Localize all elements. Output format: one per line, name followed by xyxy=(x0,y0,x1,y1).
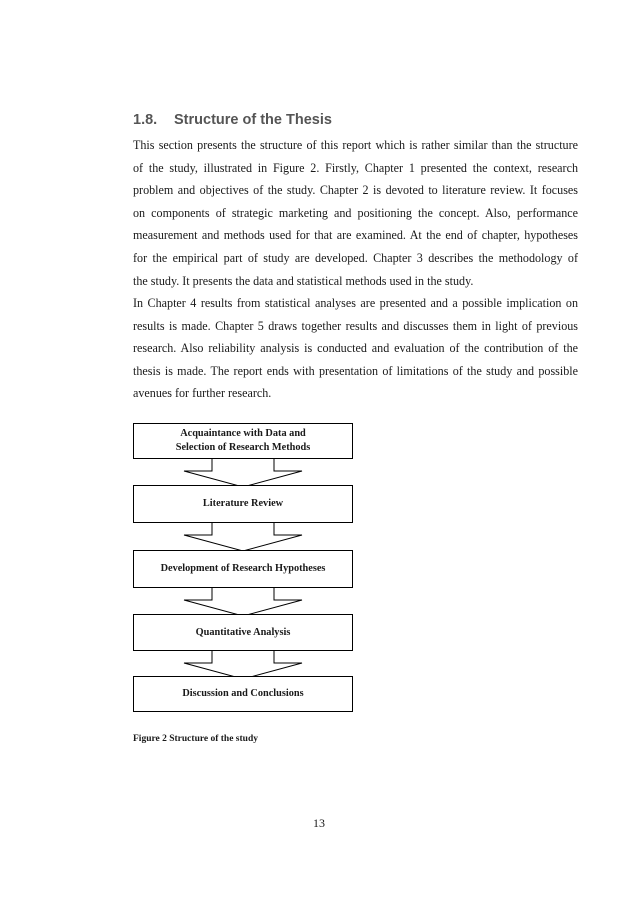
step-label: Development of Research Hypotheses xyxy=(160,563,326,574)
step-box-data-and-methods xyxy=(133,423,353,459)
step-box-discussion xyxy=(133,676,353,712)
paragraph-structure-overview xyxy=(133,134,578,292)
step-label: Acquaintance with Data and xyxy=(180,428,306,439)
text-line: In Chapter 4 results from statistical analyses are presented and a possible implication on xyxy=(133,296,578,310)
text-line: of the study, illustrated in Figure 2. Firstly, Chapter 1 presented the context, research xyxy=(133,160,578,175)
text-line: measurement and methods used for that are examined. At the end of chapter, hypotheses xyxy=(133,228,578,243)
section-heading xyxy=(133,112,332,128)
figure-caption: Figure 2 Structure of the study xyxy=(133,734,258,744)
step-label: Selection of Research Methods xyxy=(175,442,311,453)
step-label: Discussion and Conclusions xyxy=(182,688,304,699)
text-line: for the empirical part of study are developed. Chapter 3 describes the methodology of xyxy=(133,250,578,265)
down-arrow-icon xyxy=(183,522,303,552)
down-arrow-icon xyxy=(183,458,303,488)
step-box-hypotheses xyxy=(133,550,353,588)
section-title: Structure of the Thesis xyxy=(174,112,332,128)
paragraph-chapters-summary xyxy=(133,292,578,405)
text-line: on components of strategic marketing and positioning the concept. Also, performance xyxy=(133,205,578,220)
text-line: problem and objectives of the study. Chapter 2 is devoted to literature review. It focuses xyxy=(133,183,578,198)
text-line: avenues for further research. xyxy=(133,386,272,401)
step-box-quantitative-analysis xyxy=(133,614,353,651)
section-number: 1.8. xyxy=(133,112,158,128)
step-label: Literature Review xyxy=(202,498,284,509)
text-line: the study. It presents the data and statistical methods used in the study. xyxy=(133,273,474,288)
page-number: 13 xyxy=(313,816,325,830)
down-arrow-icon xyxy=(183,587,303,617)
text-line: results is made. Chapter 5 draws together results and discusses them in light of previous xyxy=(133,318,578,333)
text-line: research. Also reliability analysis is conducted and evaluation of the contribution of the xyxy=(133,341,578,356)
step-label: Quantitative Analysis xyxy=(195,626,291,638)
text-line: This section presents the structure of this report which is rather similar than the structure xyxy=(133,138,578,152)
text-line: thesis is made. The report ends with presentation of limitations of the study and possible xyxy=(133,363,578,378)
step-box-literature-review xyxy=(133,485,353,523)
